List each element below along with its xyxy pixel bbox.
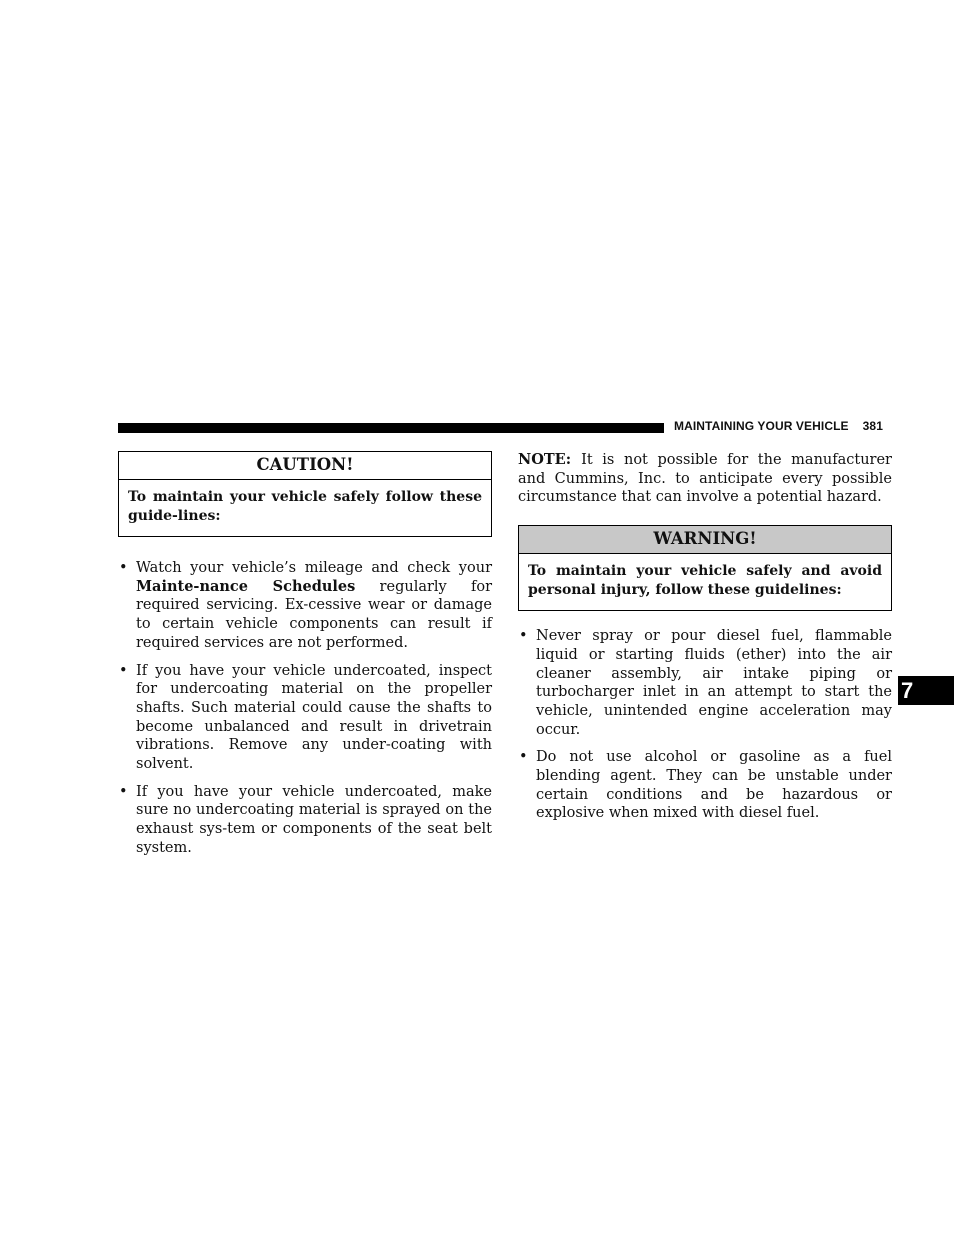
bullet-icon: • [119, 783, 128, 800]
caution-box [118, 451, 492, 537]
right-column [518, 451, 892, 832]
header-rule [118, 423, 664, 433]
note-paragraph [518, 451, 892, 507]
bullet-icon: • [119, 662, 128, 679]
caution-title: CAUTION! [119, 452, 491, 480]
right-bullet-list [518, 627, 892, 823]
list-item [118, 662, 492, 774]
maintenance-schedules-reference: Mainte-nance Schedules [136, 577, 356, 595]
list-item-text: Watch your vehicle’s mileage and check your [136, 560, 492, 576]
warning-title: WARNING! [519, 526, 891, 554]
list-item [518, 748, 892, 823]
list-item-text: Do not use alcohol or gasoline as a fuel blending agent. They can be unstable under certain conditions and be hazardous or explosive when mixed with diesel fuel. [536, 749, 892, 822]
left-bullet-list [118, 559, 492, 858]
section-title: MAINTAINING YOUR VEHICLE [674, 419, 849, 433]
left-column [118, 451, 492, 867]
running-header [674, 419, 892, 433]
list-item [118, 783, 492, 858]
list-item-text: regularly for required servicing. Ex-cessive wear or damage to certain vehicle components can result if required services are not performed. [136, 578, 493, 651]
warning-box [518, 525, 892, 611]
caution-body: To maintain your vehicle safely follow these guide-lines: [128, 489, 482, 524]
list-item [118, 559, 492, 653]
note-text: It is not possible for the manufacturer and Cummins, Inc. to anticipate every possible circumstance that can involve a potential hazard. [518, 452, 892, 506]
list-item-text: If you have your vehicle undercoated, inspect for undercoating material on the propeller shafts. Such material could cause the shafts to become unbalanced and result in drivetrain vibrations. Remove any under-coating with solvent. [136, 662, 492, 773]
bullet-icon: • [519, 749, 528, 766]
list-item [518, 627, 892, 739]
bullet-icon: • [119, 560, 128, 576]
note-label: NOTE: [518, 451, 572, 468]
warning-body: To maintain your vehicle safely and avoid personal injury, follow these guidelines: [528, 563, 882, 599]
list-item-text: Never spray or pour diesel fuel, flammable liquid or starting fluids (ether) into the air cleaner assembly, air intake piping or turbocharger inlet in an attempt to start the vehicle, unintended engine acceleration may occur. [536, 628, 892, 738]
chapter-tab: 7 [898, 676, 954, 705]
page-number: 381 [862, 419, 883, 433]
list-item-text: If you have your vehicle undercoated, make sure no undercoating material is sprayed on the exhaust sys-tem or components of the seat belt system. [136, 783, 492, 856]
bullet-icon: • [519, 628, 528, 645]
